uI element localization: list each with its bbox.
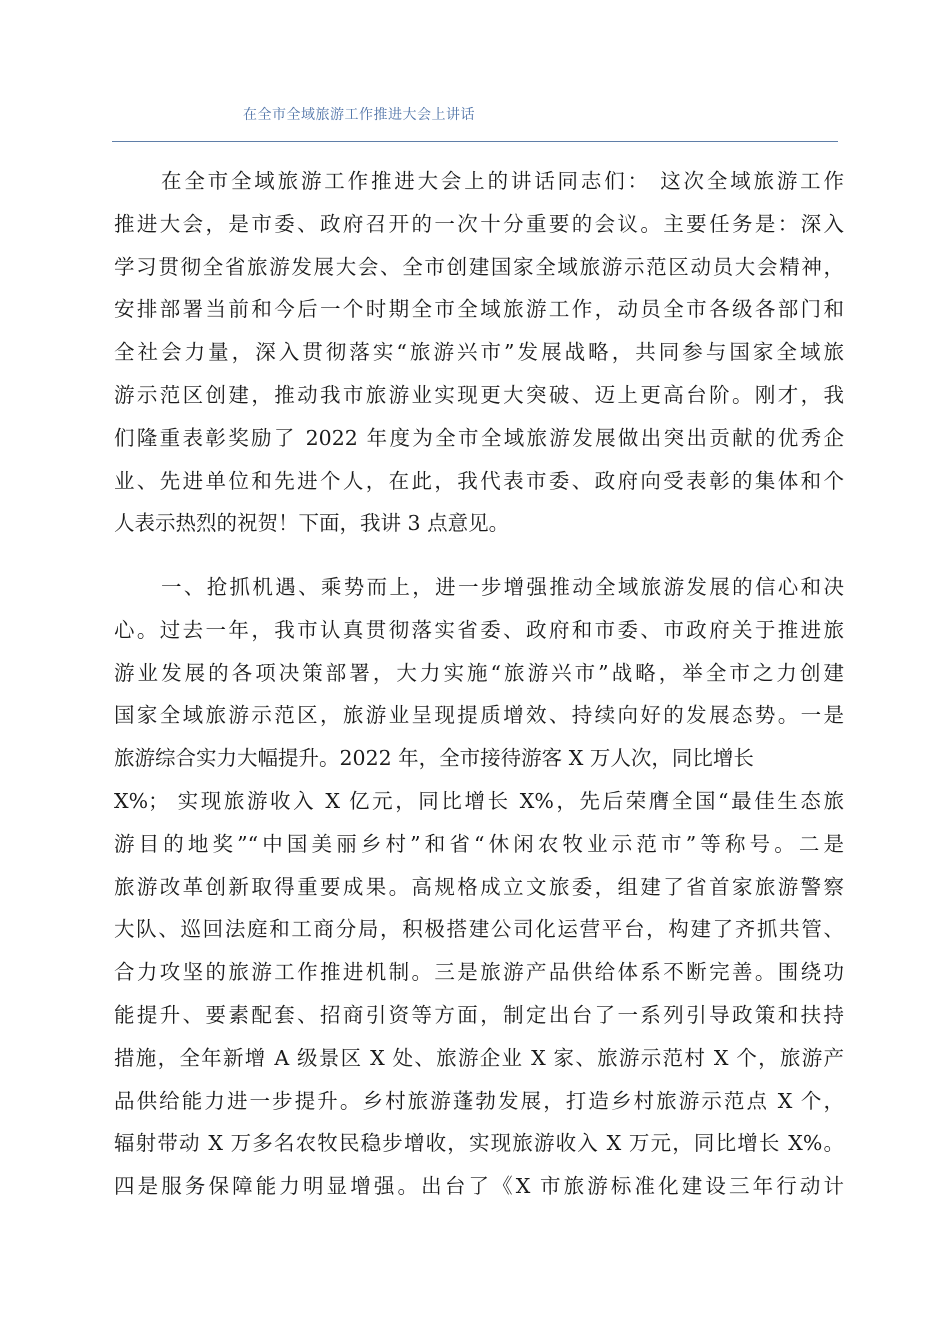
paragraph-line: 游示范区创建，推动我市旅游业实现更大突破、迈上更高台阶。刚才，我 bbox=[114, 382, 844, 407]
paragraph-line: 业、先进单位和先进个人，在此，我代表市委、政府向受表彰的集体和个 bbox=[114, 468, 844, 493]
header-divider bbox=[112, 141, 838, 142]
paragraph-line: 措施，全年新增 A 级景区 X 处、旅游企业 X 家、旅游示范村 X 个，旅游产 bbox=[114, 1045, 844, 1070]
paragraph-line: 辐射带动 X 万多名农牧民稳步增收，实现旅游收入 X 万元，同比增长 X%。 bbox=[114, 1131, 844, 1156]
paragraph-line: 一、抢抓机遇、乘势而上，进一步增强推动全域旅游发展的信心和决 bbox=[161, 575, 844, 599]
paragraph-line: 们隆重表彰奖励了 2022 年度为全市全域旅游发展做出突出贡献的优秀企 bbox=[114, 425, 844, 450]
paragraph-line: 旅游改革创新取得重要成果。高规格成立文旅委，组建了省首家旅游警察 bbox=[114, 874, 844, 899]
paragraph-line: 游业发展的各项决策部署，大力实施“旅游兴市”战略，举全市之力创建 bbox=[114, 660, 844, 685]
paragraph-line: 推进大会，是市委、政府召开的一次十分重要的会议。主要任务是：深入 bbox=[114, 211, 844, 236]
paragraph-line: 大队、巡回法庭和工商分局，积极搭建公司化运营平台，构建了齐抓共管、 bbox=[114, 917, 844, 942]
paragraph-line: 国家全域旅游示范区，旅游业呈现提质增效、持续向好的发展态势。一是 bbox=[114, 703, 844, 728]
paragraph-line: 心。过去一年，我市认真贯彻落实省委、政府和市委、市政府关于推进旅 bbox=[114, 617, 844, 642]
paragraph-line: 安排部署当前和今后一个时期全市全域旅游工作，动员全市各级各部门和 bbox=[114, 297, 844, 322]
paragraph-line: 旅游综合实力大幅提升。2022 年，全市接待游客 X 万人次，同比增长 bbox=[114, 746, 754, 771]
paragraph-line: 游目的地奖”“中国美丽乡村”和省“休闲农牧业示范市”等称号。二是 bbox=[114, 831, 844, 856]
paragraph-1 bbox=[114, 160, 844, 545]
paragraph-2 bbox=[114, 566, 844, 1208]
paragraph-line: 合力攻坚的旅游工作推进机制。三是旅游产品供给体系不断完善。围绕功 bbox=[114, 960, 844, 985]
paragraph-line: 学习贯彻全省旅游发展大会、全市创建国家全域旅游示范区动员大会精神， bbox=[114, 254, 844, 279]
paragraph-line: 品供给能力进一步提升。乡村旅游蓬勃发展，打造乡村旅游示范点 X 个， bbox=[114, 1088, 844, 1113]
paragraph-line: 人表示热烈的祝贺！下面，我讲 3 点意见。 bbox=[114, 511, 510, 536]
paragraph-line: 全社会力量，深入贯彻落实“旅游兴市”发展战略，共同参与国家全域旅 bbox=[114, 340, 844, 365]
paragraph-line: 能提升、要素配套、招商引资等方面，制定出台了一系列引导政策和扶持 bbox=[114, 1002, 844, 1027]
paragraph-line: X%； 实现旅游收入 X 亿元，同比增长 X%，先后荣膺全国“最佳生态旅 bbox=[114, 788, 844, 813]
paragraph-line: 在全市全域旅游工作推进大会上的讲话同志们： 这次全域旅游工作 bbox=[161, 169, 844, 193]
paragraph-line: 四是服务保障能力明显增强。出台了《X 市旅游标准化建设三年行动计 bbox=[114, 1174, 844, 1199]
document-header-title: 在全市全域旅游工作推进大会上讲话 bbox=[243, 107, 475, 123]
